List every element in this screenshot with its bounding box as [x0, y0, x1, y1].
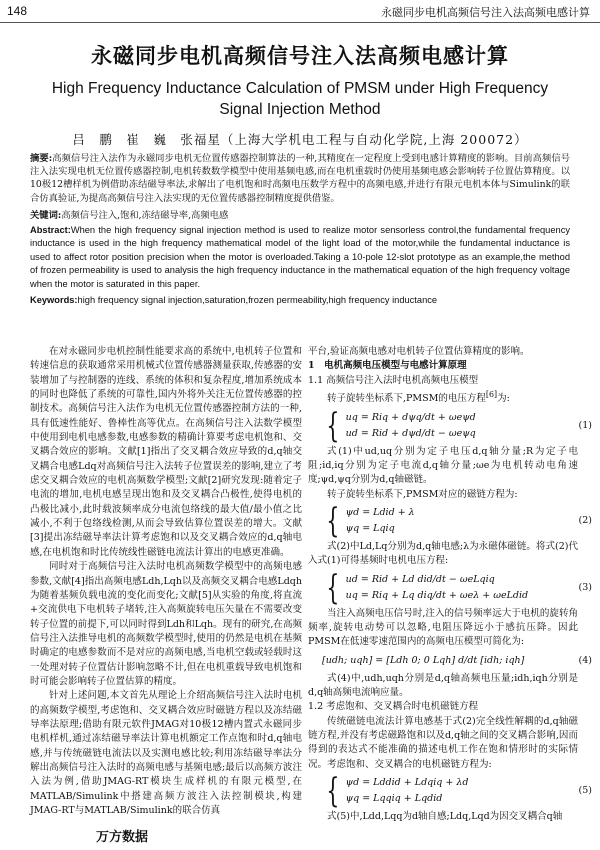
title-english-line-1: High Frequency Inductance Calculation of PMSM under High Frequency: [51, 80, 549, 97]
text-after-eq2: 式(2)中Ld,Lq分别为d,q轴电感;λ为永磁体磁链。将式(2)代入式(1)可得基频时电机电压方程:: [308, 540, 578, 567]
footer-logo: 万方数据: [96, 829, 149, 844]
eq1-number: (1): [578, 419, 592, 431]
section-1-1-heading: 1.1 高频信号注入法时电机高频电压模型: [308, 374, 479, 386]
abstract-cn-label: 摘要:: [30, 153, 53, 164]
keywords-cn-text: 高频信号注入,饱和,冻结磁导率,高频电感: [61, 210, 229, 221]
equation-1: { uq = Riq + dψq/dt + ωeψd ud = Rid + dψd/dt − ωeψq (1): [326, 405, 592, 446]
eq2-line-1: ψd = Ldid + λ: [345, 506, 415, 518]
left-paragraph-1: 在对永磁同步电机控制性能要求高的系统中,电机转子位置和转速信息的获取通常采用机械式位置传感器测量获取,传感器的安装增加了与控制器的连线、系统的体积和复杂程度,增加系统成本的同时也降低了系统的可靠性,国内外将外关注无位置传感器的控制技术。高频信号注入法作为电机无位置传感器控制方法的一种,具有低速性能好、鲁棒性高等优点。在高频信号注入法数学模型中使用到电机电感参数,电感参数的精确计算要考虑电机饱和、交叉耦合效应的影响。文献[1]指出了交叉耦合效应导致的d,q轴交叉耦合电感Ldq对高频信号注入法转子位置误差的影响,建立了考虑交叉耦合效应的电机高频数学模型;文献[2]研究发现:随着定子电流的增加,电机电感呈现出饱和及交叉耦合凸极性,使得电机的凸极比减小,此时载波频率成分电流包络线的最大值/最小值之比减小,不利于包络线检测,从而会导致估算位置误差的增大。文献[3]提出冻结磁导率法计算考虑饱和以及交叉耦合效应的d,q轴电感,在电机饱和时比传统线性磁链电流法计算出的电感更准确。: [30, 346, 302, 558]
intro-eq1-end: 为:: [497, 393, 510, 405]
eq2-line-2: ψq = Lqiq: [345, 522, 395, 534]
eq4-body: [udh; uqh] = [Ldh 0; 0 Lqh] d/dt [idh; iqh]: [322, 654, 525, 666]
eq4-number: (4): [578, 654, 592, 666]
left-column: [30, 345, 302, 818]
keywords-en-text: high frequency signal injection,saturation,frozen permeability,high frequency inductance: [77, 295, 438, 305]
abstract-cn-text: 高频信号注入法作为永磁同步电机无位置传感器控制算法的一种,其精度在一定程度上受到电感计算精度的影响。目前高频信号注入法实现电机无位置传感器控制,电机转数数学模型中使用基频电感,而在电机重载时仍使用基频电感会影响转子位置估算精度。以10极12槽样机为例借助冻结磁导率法,求解出了电机饱和时高频电压数学方程中的高频电感,并进行有限元电机本体与Simulink的联合仿真验证,为提高高频信号注入法实现的无位置传感器控制精度提供借鉴。: [30, 153, 570, 204]
keywords-chinese: [30, 209, 570, 222]
citation-6: [6]: [485, 390, 498, 400]
eq5-line-2: ψq = Lqqiq + Lqdid: [345, 793, 443, 805]
eq1-line-2: ud = Rid + dψd/dt − ωeψq: [345, 427, 476, 439]
eq2-number: (2): [578, 514, 592, 526]
eq5-number: (5): [578, 784, 592, 796]
abstract-en-text: When the high frequency signal injection method is used to realize motor sensorless control,the fundamental frequency inductance is used in the high frequency mathematical model of the light load of the motor,while the fundamental inductance is used to affect rotor position precision when the motor is overloaded.Taking a 10-pole 12-slot prototype as an example,the method of frozen permeability is used to analysis the high frequency inductance in the mathematical equation of the high frequency voltage when the motor is saturated in this paper.: [30, 225, 570, 289]
intro-eq1: [308, 388, 578, 407]
section-1-2-heading: 1.2 考虑饱和、交叉耦合时电机磁链方程: [308, 701, 479, 713]
running-header: [0, 0, 600, 23]
abstract-en-label: Abstract:: [30, 225, 71, 235]
text-after-eq5: 式(5)中,Ldd,Lqq为d轴自感;Ldq,Lqd为因交叉耦合q轴: [327, 811, 563, 823]
title-chinese: 永磁同步电机高频信号注入法高频电感计算: [91, 43, 509, 68]
abstract-english: [30, 224, 570, 291]
eq1-line-1: uq = Riq + dψq/dt + ωeψd: [345, 411, 476, 423]
eq3-line-1: ud = Rid + Ld did/dt − ωeLqiq: [345, 573, 495, 585]
equation-3: { ud = Rid + Ld did/dt − ωeLqiq uq = Riq + Lq diq/dt + ωeλ + ωeLdid (3): [326, 567, 592, 608]
authors-affiliation: 吕 鹏 崔 巍 张福星（上海大学机电工程与自动化学院,上海 200072）: [72, 132, 528, 147]
keywords-en-label: Keywords:: [30, 295, 78, 305]
title-english: [40, 78, 560, 120]
page-number: 148: [7, 4, 28, 18]
left-paragraph-2: 同时对于高频信号注入法时电机高频数学模型中的高频电感参数,文献[4]指出高频电感Ldh,Lqh以及高频交叉耦合电感Ldqh为随着基频负载电流的变化而变化;文献[5]从实验的角度,将直流+交流供电下电机转子堵转,注入高频旋转电压矢量在不需要改变转子位置的前提下,可以同时得到Ldh和Lqh。现有的研究,在高频信号注入法推导电机的高频数学模型时,使用的仍然是电机在基频时确定的电感参数而不是对应的高频电感,当电机空载或轻载时这一处理对转子位置估计影响忽略不计,但在电机重载导致电机饱和时可能会影响转子位置估算的精度。: [30, 561, 302, 687]
equation-5: { ψd = Lddid + Ldqiq + λd ψq = Lqqiq + Lqdid (5): [326, 771, 592, 812]
text-after-eq3: 当注入高频电压信号时,注入的信号频率远大于电机的旋转角频率,旋转电动势可以忽略,电阻压降远小于感抗压降。因此PMSM在低速零速范围内的高频电压模型可简化为:: [308, 607, 578, 648]
intro-eq1-text: 转子旋转坐标系下,PMSM的电压方程: [327, 393, 486, 405]
paragraph-1-2: 传统磁链电流法计算电感基于式(2)完全线性解耦的d,q轴磁链方程,并没有考虑磁路饱和以及d,q轴之间的交叉耦合影响,因而得到的表达式不能准确的描述电机工作在饱和情形时的实际情况。考虑饱和、交叉耦合的电机磁链方程为:: [308, 715, 578, 770]
eq5-line-1: ψd = Lddid + Ldqiq + λd: [345, 777, 469, 789]
keywords-english: [30, 294, 570, 307]
abstract-chinese: [30, 152, 570, 205]
right-column: [308, 345, 592, 824]
section-1-heading: 1 电机高频电压模型与电感计算原理: [308, 360, 467, 372]
right-paragraph-0: 平台,验证高频电感对电机转子位置估算精度的影响。: [308, 346, 530, 357]
eq3-line-2: uq = Riq + Lq diq/dt + ωeλ + ωeLdid: [345, 589, 529, 601]
left-paragraph-3: 针对上述问题,本文首先从理论上介绍高频信号注入法时电机的高频数学模型,考虑饱和、交叉耦合效应时磁链方程以及冻结磁导率法原理;借助有限元软件JMAG对10极12槽内置式永磁同步电机样机,通过冻结磁导率法计算电机额定工作点饱和时d,q轴电感,并与传统磁链电流法以及实测电感比较;利用冻结磁导率法分解出高频信号注入法时的高频电感与基频电感;最后以高频方波注入法为例,借助JMAG-RT模块生成样机的有限元模型,在MATLAB/Simulink中搭建高频方波注入法控制模块,构建JMAG-RT与MATLAB/Simulink的联合仿真: [30, 690, 302, 816]
equation-4: [322, 652, 592, 670]
running-title: 永磁同步电机高频信号注入法高频电感计算: [381, 6, 590, 19]
text-after-eq4: 式(4)中,udh,uqh分别是d,q轴高频电压量;idh,iqh分别是d,q轴高频电流响应量。: [308, 672, 578, 698]
keywords-cn-label: 关键词:: [30, 210, 62, 221]
equation-2: { ψd = Ldid + λ ψq = Lqiq (2): [326, 500, 592, 541]
text-after-eq1: 式(1)中ud,uq分别为定子电压d,q轴分量;R为定子电阻;id,iq分别为定子电流d,q轴分量;ωe为电机转动电角速度;ψd,ψq分别为d,q轴磁链。: [308, 445, 578, 486]
eq3-number: (3): [578, 581, 592, 593]
title-english-line-2: Signal Injection Method: [219, 101, 381, 118]
intro-eq2: 转子旋转坐标系下,PMSM对应的磁链方程为:: [327, 488, 518, 500]
